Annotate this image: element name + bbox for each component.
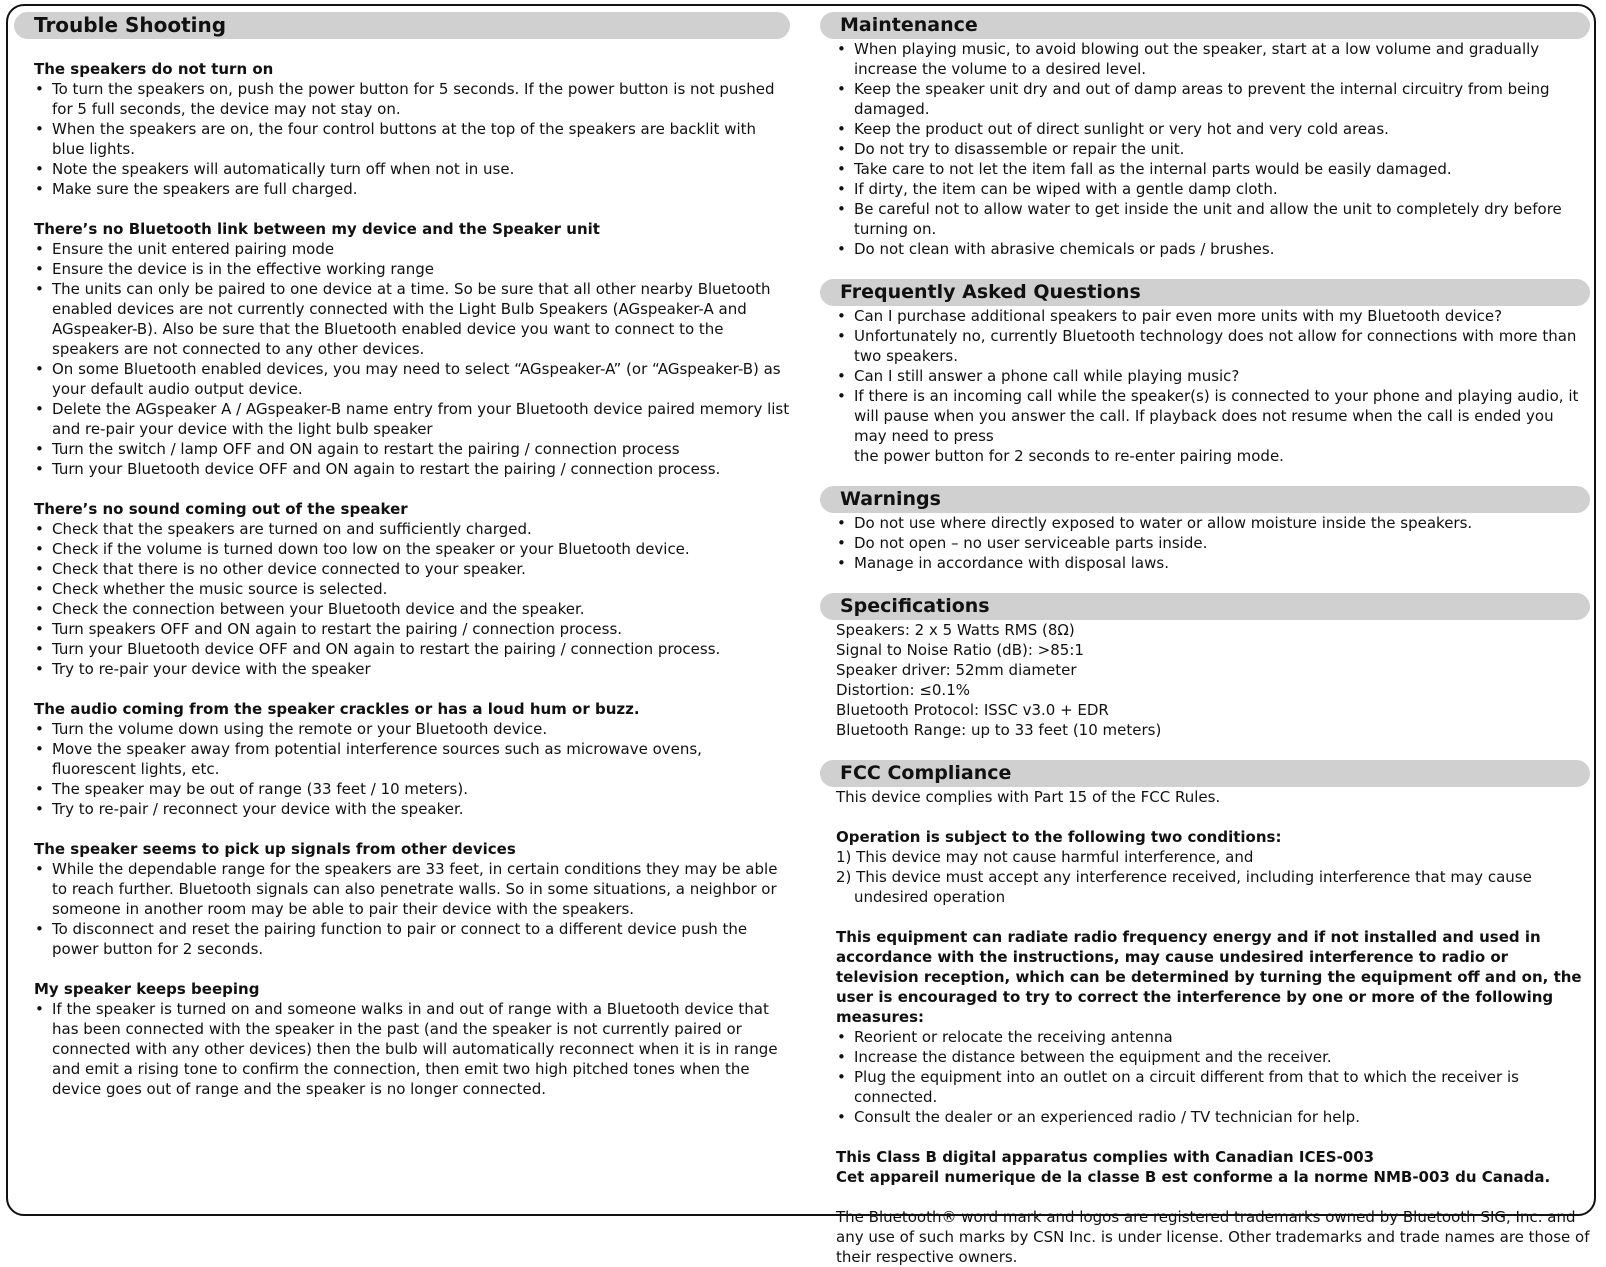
list-item: • Check the connection between your Bluetooth device and the speaker. xyxy=(34,599,790,619)
list-item: • Do not open – no user serviceable parts inside. xyxy=(836,533,1590,553)
list-item: • When playing music, to avoid blowing out the speaker, start at a low volume and gradually increase the volume to a desired level. xyxy=(836,39,1590,79)
list-item: • Check if the volume is turned down too low on the speaker or your Bluetooth device. xyxy=(34,539,790,559)
spec-line: Bluetooth Protocol: ISSC v3.0 + EDR xyxy=(836,701,1109,719)
fcc-radiate-text: This equipment can radiate radio frequency energy and if not installed and used in accordance with the instructions, may cause undesired interference to radio or television reception, which can be determined by turning the equipment off and on, the user is encouraged to try to correct the interference by one or more of the following measures: xyxy=(836,928,1582,1026)
section-heading: The audio coming from the speaker crackles or has a loud hum or buzz. xyxy=(34,700,640,718)
spec-line: Speaker driver: 52mm diameter xyxy=(836,661,1077,679)
specifications-list xyxy=(820,620,1590,740)
list-item: • Delete the AGspeaker A / AGspeaker-B name entry from your Bluetooth device paired memory list and re-pair your device with the light bulb speaker xyxy=(34,399,790,439)
list-item: • To disconnect and reset the pairing function to pair or connect to a different device push the power button for 2 seconds. xyxy=(34,919,790,959)
list-item: • Can I still answer a phone call while playing music? xyxy=(836,366,1590,386)
info-column xyxy=(820,12,1590,1267)
section-no-sound xyxy=(14,499,790,679)
fcc-intro: This device complies with Part 15 of the FCC Rules. xyxy=(836,788,1221,806)
troubleshooting-header: Trouble Shooting xyxy=(14,12,790,39)
faq-list xyxy=(820,306,1590,446)
list-item: • Do not try to disassemble or repair the unit. xyxy=(836,139,1590,159)
fcc-conditions-heading: Operation is subject to the following two conditions: xyxy=(836,828,1282,846)
list-item: • Consult the dealer or an experienced radio / TV technician for help. xyxy=(836,1107,1590,1127)
list-item: • Do not clean with abrasive chemicals or pads / brushes. xyxy=(836,239,1590,259)
list-item: • Keep the speaker unit dry and out of damp areas to prevent the internal circuitry from being damaged. xyxy=(836,79,1590,119)
faq-header: Frequently Asked Questions xyxy=(820,279,1590,306)
section-crackles xyxy=(14,699,790,819)
specifications-header: Specifications xyxy=(820,593,1590,620)
list-item: • Turn the switch / lamp OFF and ON again to restart the pairing / connection process xyxy=(34,439,790,459)
list-item: • Ensure the unit entered pairing mode xyxy=(34,239,790,259)
list-item: • Manage in accordance with disposal laws. xyxy=(836,553,1590,573)
section-heading: The speakers do not turn on xyxy=(34,60,274,78)
list-item: • Turn your Bluetooth device OFF and ON again to restart the pairing / connection process. xyxy=(34,459,790,479)
section-power xyxy=(14,59,790,199)
trademark-notice: The Bluetooth® word mark and logos are registered trademarks owned by Bluetooth SIG, Inc. and any use of such marks by CSN Inc. is under license. Other trademarks and trade names are those of their respective owners. xyxy=(836,1208,1590,1266)
list-item: • Note the speakers will automatically turn off when not in use. xyxy=(34,159,790,179)
section-heading: The speaker seems to pick up signals from other devices xyxy=(34,840,516,858)
list-item: • Turn the volume down using the remote or your Bluetooth device. xyxy=(34,719,790,739)
list-item: • Check whether the music source is selected. xyxy=(34,579,790,599)
spec-line: Speakers: 2 x 5 Watts RMS (8Ω) xyxy=(836,621,1075,639)
section-heading: There’s no sound coming out of the speaker xyxy=(34,500,408,518)
list-item: • Make sure the speakers are full charged. xyxy=(34,179,790,199)
list-item: • While the dependable range for the speakers are 33 feet, in certain conditions they may be able to reach further. Bluetooth signals can also penetrate walls. So in some situations, a neighbor or someone in another room may be able to pair their device with the speakers. xyxy=(34,859,790,919)
fcc-condition-1: 1) This device may not cause harmful interference, and xyxy=(836,848,1254,866)
canada-compliance-en: This Class B digital apparatus complies with Canadian ICES-003 xyxy=(836,1148,1375,1166)
spec-line: Distortion: ≤0.1% xyxy=(836,681,970,699)
canada-compliance-fr: Cet appareil numerique de la classe B est conforme a la norme NMB-003 du Canada. xyxy=(836,1168,1551,1186)
list-item: • Check that there is no other device connected to your speaker. xyxy=(34,559,790,579)
maintenance-header: Maintenance xyxy=(820,12,1590,39)
fcc-measures-list xyxy=(820,1027,1590,1127)
list-item: • Try to re-pair / reconnect your device with the speaker. xyxy=(34,799,790,819)
list-item: • The units can only be paired to one device at a time. So be sure that all other nearby Bluetooth enabled devices are not currently connected with the Light Bulb Speakers (AGspeaker-A and AGspeaker-B). Also be sure that the Bluetooth enabled device you want to connect to the speakers are not connected to any other devices. xyxy=(34,279,790,359)
list-item: • On some Bluetooth enabled devices, you may need to select “AGspeaker-A” (or “AGspeaker-B) as your default audio output device. xyxy=(34,359,790,399)
warnings-list xyxy=(820,513,1590,573)
troubleshooting-column xyxy=(14,12,790,1099)
faq-continuation: the power button for 2 seconds to re-enter pairing mode. xyxy=(854,447,1284,465)
list-item: • If dirty, the item can be wiped with a gentle damp cloth. xyxy=(836,179,1590,199)
maintenance-list xyxy=(820,39,1590,259)
list-item: • When the speakers are on, the four control buttons at the top of the speakers are backlit with blue lights. xyxy=(34,119,790,159)
list-item: • Turn speakers OFF and ON again to restart the pairing / connection process. xyxy=(34,619,790,639)
list-item: • Move the speaker away from potential interference sources such as microwave ovens, fluorescent lights, etc. xyxy=(34,739,790,779)
list-item: • Unfortunately no, currently Bluetooth technology does not allow for connections with more than two speakers. xyxy=(836,326,1590,366)
section-beeping xyxy=(14,979,790,1099)
list-item: • If the speaker is turned on and someone walks in and out of range with a Bluetooth device that has been connected with the speaker in the past (and the speaker is not currently paired or connected with any other devices) then the bulb will automatically reconnect when it is in range and emit a rising tone to confirm the connection, then emit two high pitched tones when the device goes out of range and the speaker is no longer connected. xyxy=(34,999,790,1099)
list-item: • Try to re-pair your device with the speaker xyxy=(34,659,790,679)
fcc-condition-2: 2) This device must accept any interference received, including interference that may cause undesired operation xyxy=(836,868,1532,906)
list-item: • To turn the speakers on, push the power button for 5 seconds. If the power button is not pushed for 5 full seconds, the device may not stay on. xyxy=(34,79,790,119)
list-item: • The speaker may be out of range (33 feet / 10 meters). xyxy=(34,779,790,799)
list-item: • Ensure the device is in the effective working range xyxy=(34,259,790,279)
spec-line: Bluetooth Range: up to 33 feet (10 meters) xyxy=(836,721,1162,739)
list-item: • Take care to not let the item fall as the internal parts would be easily damaged. xyxy=(836,159,1590,179)
list-item: • Check that the speakers are turned on and sufficiently charged. xyxy=(34,519,790,539)
spec-line: Signal to Noise Ratio (dB): >85:1 xyxy=(836,641,1084,659)
list-item: • If there is an incoming call while the speaker(s) is connected to your phone and playing audio, it will pause when you answer the call. If playback does not resume when the call is ended you may need to press xyxy=(836,386,1590,446)
section-signals xyxy=(14,839,790,959)
list-item: • Increase the distance between the equipment and the receiver. xyxy=(836,1047,1590,1067)
list-item: • Turn your Bluetooth device OFF and ON again to restart the pairing / connection process. xyxy=(34,639,790,659)
fcc-header: FCC Compliance xyxy=(820,760,1590,787)
list-item: • Plug the equipment into an outlet on a circuit different from that to which the receiver is connected. xyxy=(836,1067,1590,1107)
list-item: • Keep the product out of direct sunlight or very hot and very cold areas. xyxy=(836,119,1590,139)
list-item: • Do not use where directly exposed to water or allow moisture inside the speakers. xyxy=(836,513,1590,533)
list-item: • Reorient or relocate the receiving antenna xyxy=(836,1027,1590,1047)
warnings-header: Warnings xyxy=(820,486,1590,513)
section-heading: My speaker keeps beeping xyxy=(34,980,260,998)
section-bluetooth-link xyxy=(14,219,790,479)
list-item: • Be careful not to allow water to get inside the unit and allow the unit to completely dry before turning on. xyxy=(836,199,1590,239)
list-item: • Can I purchase additional speakers to pair even more units with my Bluetooth device? xyxy=(836,306,1590,326)
section-heading: There’s no Bluetooth link between my device and the Speaker unit xyxy=(34,220,600,238)
